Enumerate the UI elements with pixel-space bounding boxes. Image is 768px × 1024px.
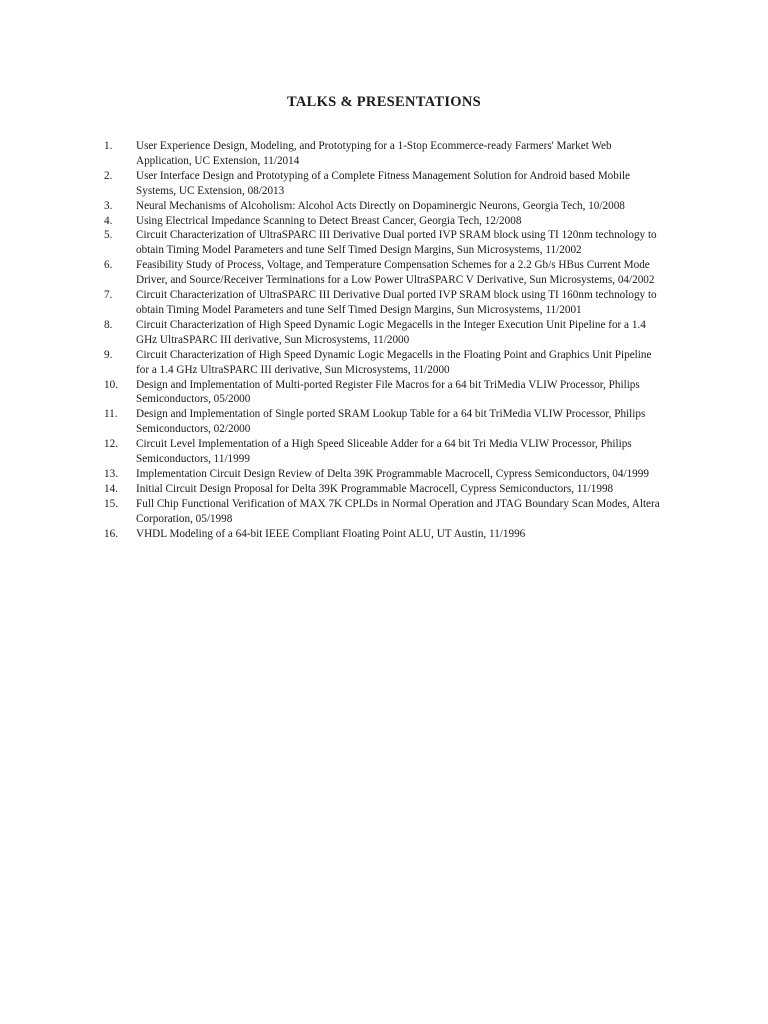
list-item — [104, 199, 664, 214]
list-item-number: 16. — [104, 527, 118, 540]
list-item — [104, 214, 664, 229]
list-item-text: Feasibility Study of Process, Voltage, and Temperature Compensation Schemes for a 2.2 Gb/s HBus Current Mode Driver, and Source/Receiver Terminations for a Low Power UltraSPARC V Derivative, Sun Microsystems, 04/2002 — [136, 259, 655, 287]
list-item — [104, 527, 664, 542]
list-item-number: 15. — [104, 497, 118, 510]
list-item-number: 9. — [104, 348, 113, 361]
list-item-number: 10. — [104, 378, 118, 391]
list-item-number: 12. — [104, 438, 118, 451]
list-item-number: 11. — [104, 408, 118, 421]
list-item-text: Full Chip Functional Verification of MAX 7K CPLDs in Normal Operation and JTAG Boundary Scan Modes, Altera Corporation, 05/1998 — [136, 497, 660, 525]
list-item-text: Initial Circuit Design Proposal for Delta 39K Programmable Macrocell, Cypress Semiconductors, 11/1998 — [136, 482, 614, 495]
list-item — [104, 407, 664, 437]
list-item-text: Circuit Characterization of High Speed Dynamic Logic Megacells in the Floating Point and Graphics Unit Pipeline for a 1.4 GHz UltraSPARC III derivative, Sun Microsystems, 11/2000 — [136, 348, 652, 376]
list-item — [104, 288, 664, 318]
list-item-text: VHDL Modeling of a 64-bit IEEE Compliant Floating Point ALU, UT Austin, 11/1996 — [136, 527, 526, 540]
list-item — [104, 348, 664, 378]
talks-list — [104, 139, 664, 541]
list-item — [104, 139, 664, 169]
list-item-text: Circuit Characterization of High Speed Dynamic Logic Megacells in the Integer Execution Unit Pipeline for a 1.4 GHz UltraSPARC III derivative, Sun Microsystems, 11/2000 — [136, 318, 646, 346]
list-item-number: 7. — [104, 289, 113, 302]
list-item-number: 8. — [104, 318, 113, 331]
list-item — [104, 228, 664, 258]
list-item-text: Design and Implementation of Multi-ported Register File Macros for a 64 bit TriMedia VLIW Processor, Philips Semiconductors, 05/2000 — [136, 378, 640, 406]
list-item-text: Using Electrical Impedance Scanning to Detect Breast Cancer, Georgia Tech, 12/2008 — [136, 214, 522, 227]
page-title: TALKS & PRESENTATIONS — [286, 94, 482, 110]
list-item — [104, 169, 664, 199]
list-item-text: User Interface Design and Prototyping of a Complete Fitness Management Solution for Android based Mobile Systems, UC Extension, 08/2013 — [136, 169, 631, 197]
list-item-text: Implementation Circuit Design Review of Delta 39K Programmable Macrocell, Cypress Semiconductors, 04/1999 — [136, 467, 649, 480]
list-item — [104, 378, 664, 408]
list-item-text: Circuit Characterization of UltraSPARC III Derivative Dual ported IVP SRAM block using TI 120nm technology to obtain Timing Model Parameters and tune Self Timed Design Margins, Sun Microsystems, 11/2002 — [136, 229, 657, 257]
list-item-text: Circuit Level Implementation of a High Speed Sliceable Adder for a 64 bit Tri Media VLIW Processor, Philips Semiconductors, 11/1999 — [136, 438, 632, 466]
list-item-text: Design and Implementation of Single ported SRAM Lookup Table for a 64 bit TriMedia VLIW Processor, Philips Semiconductors, 02/2000 — [136, 408, 646, 436]
list-item-number: 1. — [104, 140, 113, 152]
list-item-number: 6. — [104, 259, 113, 272]
list-item-number: 2. — [104, 169, 113, 182]
list-item-text: Neural Mechanisms of Alcoholism: Alcohol Acts Directly on Dopaminergic Neurons, Georgia Tech, 10/2008 — [136, 199, 625, 212]
list-item — [104, 497, 664, 527]
list-item-number: 4. — [104, 214, 113, 227]
list-item — [104, 482, 664, 497]
list-item — [104, 467, 664, 482]
list-item-number: 14. — [104, 482, 118, 495]
list-item-number: 13. — [104, 467, 118, 480]
list-item-number: 5. — [104, 229, 113, 242]
list-item — [104, 437, 664, 467]
list-item-number: 3. — [104, 199, 113, 212]
list-item-text: User Experience Design, Modeling, and Prototyping for a 1-Stop Ecommerce-ready Farmers' Market Web Application, UC Extension, 11/2014 — [136, 140, 612, 167]
list-item-text: Circuit Characterization of UltraSPARC III Derivative Dual ported IVP SRAM block using TI 160nm technology to obtain Timing Model Parameters and tune Self Timed Design Margins, Sun Microsystems, 11/2001 — [136, 289, 657, 316]
list-item — [104, 318, 664, 348]
list-item — [104, 258, 664, 288]
